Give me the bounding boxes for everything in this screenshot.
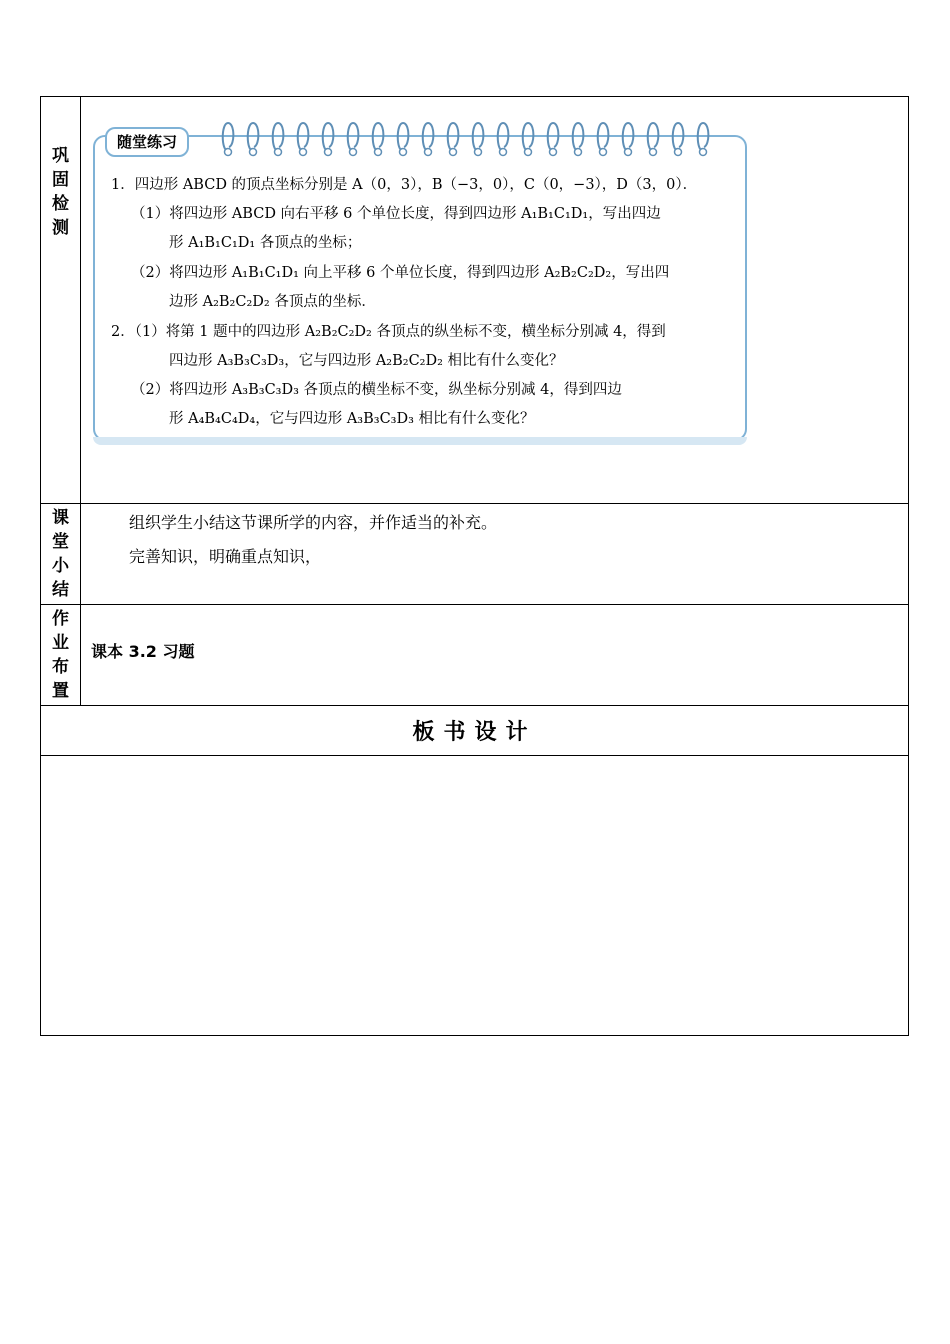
spiral-ring-icon xyxy=(219,119,238,159)
exercise-line: 边形 A₂B₂C₂D₂ 各顶点的坐标． xyxy=(169,294,376,310)
spiral-ring-icon xyxy=(344,119,363,159)
spiral-ring-icon xyxy=(544,119,563,159)
spiral-ring-icon xyxy=(419,119,438,159)
label-char: 作 xyxy=(52,609,69,629)
exercise-line: （2）将四边形 A₃B₃C₃D₃ 各顶点的横坐标不变，纵坐标分别减 4，得到四边 xyxy=(131,382,622,398)
row-class-summary xyxy=(41,504,908,605)
label-char: 堂 xyxy=(52,532,69,552)
consolidation-content xyxy=(81,97,908,503)
row-board-content xyxy=(41,756,908,1035)
spiral-ring-icon xyxy=(394,119,413,159)
spiral-binding xyxy=(219,119,713,159)
homework-text: 课本 3.2 习题 xyxy=(91,642,195,661)
spiral-ring-icon xyxy=(469,119,488,159)
summary-line: 完善知识，明确重点知识， xyxy=(129,547,322,566)
label-char: 小 xyxy=(52,556,69,576)
spiral-ring-icon xyxy=(319,119,338,159)
exercise-line: （2）将四边形 A₁B₁C₁D₁ 向上平移 6 个单位长度，得到四边形 A₂B₂C₂D₂，写出四 xyxy=(131,265,670,281)
label-char: 检 xyxy=(52,194,69,214)
homework-content xyxy=(81,605,908,705)
label-char: 测 xyxy=(52,218,69,238)
spiral-ring-icon xyxy=(519,119,538,159)
exercise-line: 2．（1）将第 1 题中的四边形 A₂B₂C₂D₂ 各顶点的纵坐标不变，横坐标分别减 4，得到 xyxy=(111,324,666,340)
exercise-line: 四边形 A₃B₃C₃D₃，它与四边形 A₂B₂C₂D₂ 相比有什么变化？ xyxy=(169,353,564,369)
row-label-homework xyxy=(41,605,81,705)
row-board-title xyxy=(41,706,908,756)
exercise-line: 形 A₄B₄C₄D₄，它与四边形 A₃B₃C₃D₃ 相比有什么变化？ xyxy=(169,411,535,427)
spiral-ring-icon xyxy=(669,119,688,159)
lesson-plan-table xyxy=(40,96,909,1036)
board-content-area xyxy=(41,756,908,1035)
exercise-line: （1）将四边形 ABCD 向右平移 6 个单位长度，得到四边形 A₁B₁C₁D₁，写出四边 xyxy=(131,206,661,222)
spiral-ring-icon xyxy=(619,119,638,159)
practice-card-band xyxy=(93,437,747,445)
label-char: 巩 xyxy=(52,146,69,166)
label-char: 置 xyxy=(52,681,69,701)
label-char: 布 xyxy=(52,657,69,677)
practice-card-title: 随堂练习 xyxy=(105,127,189,157)
row-label-summary xyxy=(41,504,81,604)
label-char: 课 xyxy=(52,508,69,528)
spiral-ring-icon xyxy=(269,119,288,159)
exercise-line: 1．四边形 ABCD 的顶点坐标分别是 A（0，3），B（−3，0），C（0，−3），D（3，0）． xyxy=(111,177,698,193)
spiral-ring-icon xyxy=(244,119,263,159)
exercise-line: 形 A₁B₁C₁D₁ 各顶点的坐标； xyxy=(169,235,362,251)
label-char: 固 xyxy=(52,170,69,190)
spiral-ring-icon xyxy=(569,119,588,159)
board-design-title: 板书设计 xyxy=(412,720,537,745)
row-homework xyxy=(41,605,908,706)
row-consolidation-check xyxy=(41,97,908,504)
label-char: 业 xyxy=(52,633,69,653)
spiral-ring-icon xyxy=(494,119,513,159)
spiral-ring-icon xyxy=(694,119,713,159)
summary-line: 组织学生小结这节课所学的内容，并作适当的补充。 xyxy=(129,513,498,532)
spiral-ring-icon xyxy=(444,119,463,159)
spiral-ring-icon xyxy=(369,119,388,159)
spiral-ring-icon xyxy=(644,119,663,159)
row-label-consolidation xyxy=(41,97,81,503)
spiral-ring-icon xyxy=(594,119,613,159)
summary-content xyxy=(81,504,908,604)
spiral-ring-icon xyxy=(294,119,313,159)
label-char: 结 xyxy=(52,580,69,600)
